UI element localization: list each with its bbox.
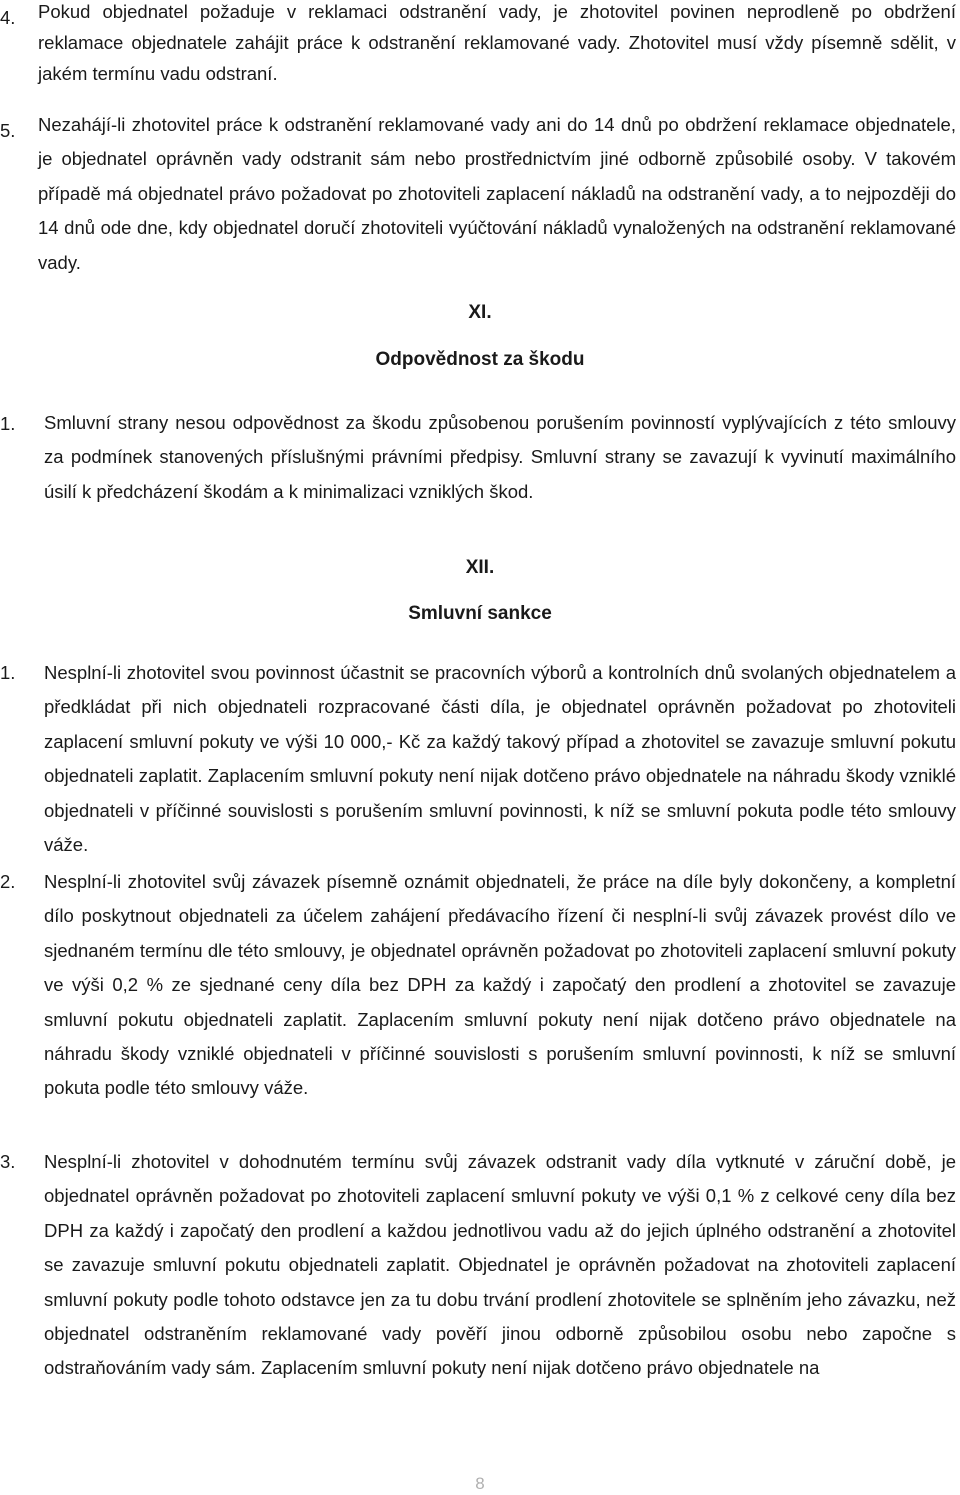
paragraph-xii-2: Nesplní-li zhotovitel svůj závazek písemně oznámit objednateli, že práce na díle byly dokončeny, a kompletní dílo poskytnout objednateli za účelem zahájení předávacího řízení či nesplní-li svůj závazek provést dílo ve sjednaném termínu dle této smlouvy, je objednatel oprávněn požadovat po zhotoviteli zaplacení smluvní pokuty ve výši 0,2 % ze sjednané ceny díla bez DPH za každý i započatý den prodlení a zhotovitel se zavazuje smluvní pokutu objednateli zaplatit. Zaplacením smluvní pokuty není nijak dotčeno právo objednatele na náhradu škody vzniklé objednateli v příčinné souvislosti s porušením smluvní povinnosti, k níž se smluvní pokuta podle této smlouvy váže. [44, 871, 956, 1099]
item-number: 5. [0, 120, 16, 141]
paragraph-x-4: Pokud objednatel požaduje v reklamaci odstranění vady, je zhotovitel povinen neprodleně po obdržení reklamace objednatele zahájit práce k odstranění reklamované vady. Zhotovitel musí vždy písemně sdělit, v jakém termínu vadu odstraní. [38, 1, 956, 84]
paragraph-xi-1: Smluvní strany nesou odpovědnost za škodu způsobenou porušením povinností vyplývajících z této smlouvy za podmínek stanovených příslušnými právními předpisy. Smluvní strany se zavazují k vyvinutí maximálního úsilí k předcházení škodám a k minimalizaci vzniklých škod. [44, 412, 956, 502]
paragraph-xii-1: Nesplní-li zhotovitel svou povinnost účastnit se pracovních výborů a kontrolních dnů svolaných objednatelem a předkládat při nich objednateli rozpracované části díla, je objednatel oprávněn požadovat po zhotoviteli zaplacení smluvní pokuty ve výši 10 000,- Kč za každý takový případ a zhotovitel se zavazuje smluvní pokutu objednateli zaplatit. Zaplacením smluvní pokuty není nijak dotčeno právo objednatele na náhradu škody vzniklé objednateli v příčinné souvislosti s porušením smluvní povinnosti, k níž se smluvní pokuta podle této smlouvy váže. [44, 662, 956, 856]
section-number-xii: XII. [465, 557, 495, 578]
section-number-xi: XI. [468, 302, 492, 323]
item-number: 4. [0, 7, 16, 28]
section-title-xi: Odpovědnost za škodu [375, 349, 585, 370]
page-number: 8 [475, 1474, 485, 1493]
item-number: 1. [0, 662, 16, 683]
item-number: 2. [0, 871, 16, 892]
item-number: 3. [0, 1151, 16, 1172]
item-number: 1. [0, 413, 16, 434]
section-title-xii: Smluvní sankce [408, 603, 552, 624]
paragraph-xii-3: Nesplní-li zhotovitel v dohodnutém termínu svůj závazek odstranit vady díla vytknuté v záruční době, je objednatel oprávněn požadovat po zhotoviteli zaplacení smluvní pokuty ve výši 0,1 % z celkové ceny díla bez DPH za každý i započatý den prodlení a každou jednotlivou vadu až do jejich úplného odstranění a zhotovitel se zavazuje smluvní pokutu objednateli zaplatit. Objednatel je oprávněn požadovat na zhotoviteli zaplacení smluvní pokuty podle tohoto odstavce jen za tu dobu trvání prodlení zhotovitele se splněním jeho závazku, než objednatel odstraněním reklamované vady pověří jinou odborně způsobilou osobu nebo započne s odstraňováním vady sám. Zaplacením smluvní pokuty není nijak dotčeno právo objednatele na [44, 1151, 956, 1379]
paragraph-x-5: Nezahájí-li zhotovitel práce k odstranění reklamované vady ani do 14 dnů po obdržení reklamace objednatele, je objednatel oprávněn vady odstranit sám nebo prostřednictvím jiné odborně způsobilé osoby. V takovém případě má objednatel právo požadovat po zhotoviteli zaplacení nákladů na odstranění vady, a to nejpozději do 14 dnů ode dne, kdy objednatel doručí zhotoviteli vyúčtování nákladů vynaložených na odstranění reklamované vady. [38, 114, 956, 273]
